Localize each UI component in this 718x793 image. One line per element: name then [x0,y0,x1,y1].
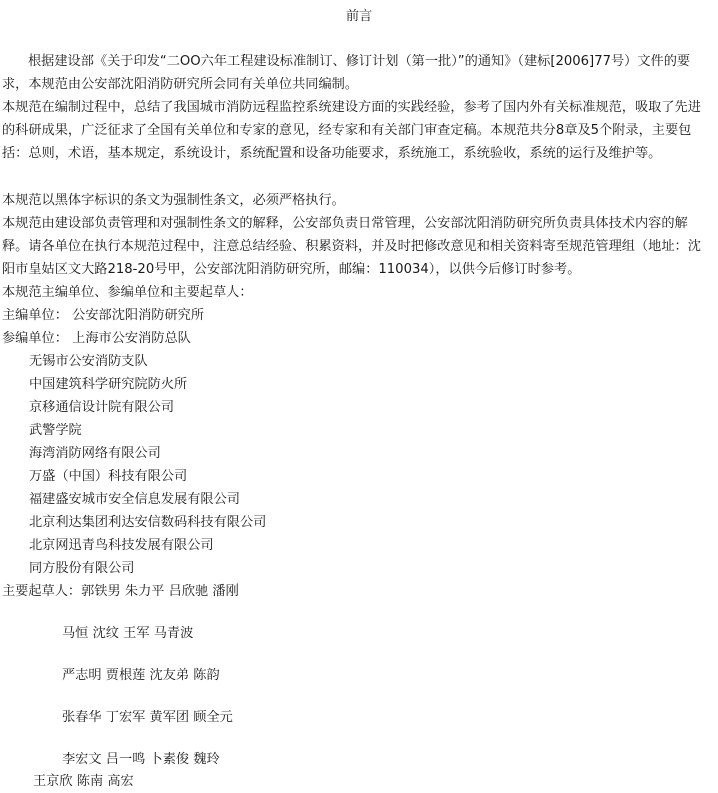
participating-unit: 京移通信设计院有限公司 [29,400,175,415]
chief-unit: 主编单位： 公安部沈阳消防研究所 [2,308,205,323]
paragraph-compilation: 本规范在编制过程中，总结了我国城市消防远程监控系统建设方面的实践经验，参考了国内外有关标准规范，吸取了先进的科研成果，广泛征求了全国有关单位和专家的意见，经专家和有关部门审查定稿。本规范共分8章及5个附录，主要包括：总则，术语，基本规定，系统设计，系统配置和设备功能要求，系统施工，系统验收，系统的运行及维护等。 [2,100,701,161]
participating-unit: 海湾消防网络有限公司 [29,446,161,461]
participating-unit: 中国建筑科学研究院防火所 [29,377,188,392]
drafter-line: 张春华 丁宏军 黄军团 顾全元 [62,710,233,725]
paragraph-management: 本规范由建设部负责管理和对强制性条文的解释，公安部负责日常管理，公安部沈阳消防研究所负责具体技术内容的解释。请各单位在执行本规范过程中，注意总结经验、积累资料，并及时把修改意见和相关资料寄至规范管理组（地址：沈阳市皇姑区文大路218-20号甲，公安部沈阳消防研究所，邮编：110034），以供今后修订时参考。 [2,216,701,277]
drafter-line: 严志明 贾根莲 沈友弟 陈韵 [62,668,220,683]
paragraph-units-intro: 本规范主编单位、参编单位和主要起草人： [2,285,253,300]
participating-unit: 同方股份有限公司 [29,561,135,576]
drafter-line: 马恒 沈纹 王军 马青波 [62,626,194,641]
participating-unit: 武警学院 [29,423,82,438]
participating-unit: 福建盛安城市安全信息发展有限公司 [29,492,240,507]
participating-unit: 北京利达集团利达安信数码科技有限公司 [29,515,267,530]
drafter-line-last: 王京欣 陈南 高宏 [33,774,134,789]
drafters-label: 主要起草人：郭铁男 朱力平 吕欣驰 潘刚 [2,584,239,599]
paragraph-mandatory: 本规范以黑体字标识的条文为强制性条文，必须严格执行。 [2,193,345,208]
participating-unit: 北京网迅青鸟科技发展有限公司 [29,538,214,553]
participating-unit: 万盛（中国）科技有限公司 [29,469,188,484]
participating-unit: 无锡市公安消防支队 [29,354,148,369]
paragraph-basis: 根据建设部《关于印发“二OO六年工程建设标准制订、修订计划（第一批）”的通知》（建标[2006]77号）文件的要求，本规范由公安部沈阳消防研究所会同有关单位共同编制。 [2,54,691,92]
preface-title: 前言 [345,9,373,24]
participating-units-label: 参编单位： 上海市公安消防总队 [2,331,191,346]
drafter-line: 李宏文 吕一鸣 卜素俊 魏玲 [62,752,220,767]
